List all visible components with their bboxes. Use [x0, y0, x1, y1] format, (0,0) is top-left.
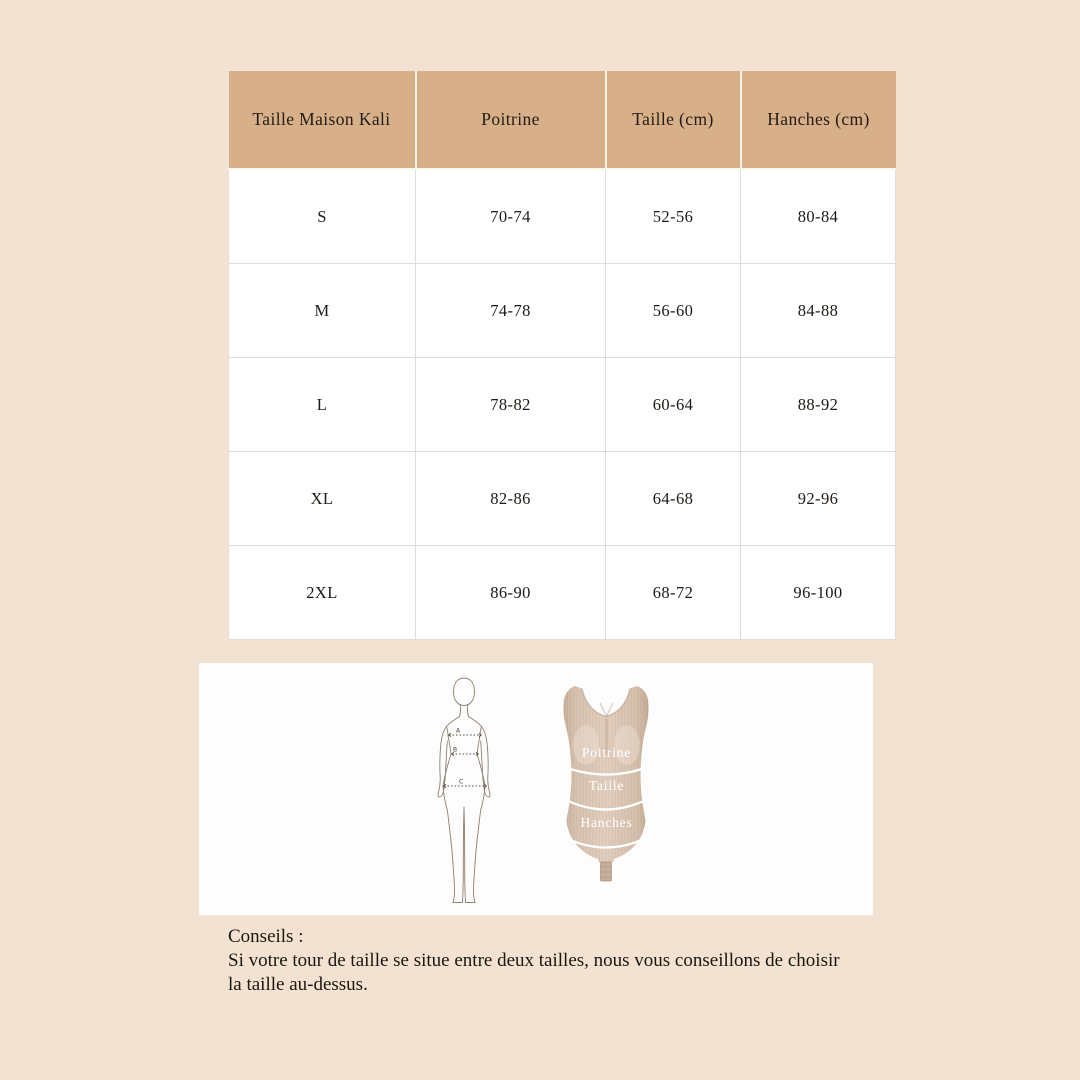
measurement-diagram-panel: [199, 663, 873, 915]
size-cell: 2XL: [229, 546, 416, 640]
column-header-poitrine: Poitrine: [416, 71, 606, 169]
hip-line-label: C: [459, 778, 464, 786]
bodysuit-taille-label: Taille: [588, 778, 625, 793]
poitrine-cell: 70-74: [416, 169, 606, 264]
waist-line-label: B: [453, 746, 458, 754]
table-row: [229, 452, 896, 546]
table-row: [229, 169, 896, 264]
size-cell: L: [229, 358, 416, 452]
poitrine-cell: 82-86: [416, 452, 606, 546]
taille-cell: 52-56: [606, 169, 741, 264]
bust-line-label: A: [456, 727, 461, 735]
bodysuit-hanches-label: Hanches: [580, 815, 633, 830]
advice-title: Conseils :: [228, 926, 304, 947]
poitrine-cell: 86-90: [416, 546, 606, 640]
hanches-cell: 84-88: [741, 264, 896, 358]
measurement-lines: [444, 733, 487, 788]
table-row: [229, 546, 896, 640]
column-header-size: Taille Maison Kali: [229, 71, 416, 169]
snap-closure: [601, 862, 612, 881]
size-cell: M: [229, 264, 416, 358]
taille-cell: 56-60: [606, 264, 741, 358]
bodysuit-poitrine-label: Poitrine: [581, 745, 632, 760]
advice-text: [228, 925, 908, 997]
hanches-cell: 88-92: [741, 358, 896, 452]
table-row: [229, 264, 896, 358]
taille-cell: 68-72: [606, 546, 741, 640]
table-row: [229, 358, 896, 452]
figure-outline: [438, 678, 490, 903]
hanches-cell: 92-96: [741, 452, 896, 546]
poitrine-cell: 74-78: [416, 264, 606, 358]
taille-cell: 60-64: [606, 358, 741, 452]
table-header-row: [229, 71, 896, 169]
size-cell: S: [229, 169, 416, 264]
column-header-hanches: Hanches (cm): [741, 71, 896, 169]
advice-line: la taille au-dessus.: [228, 974, 368, 995]
column-header-taille: Taille (cm): [606, 71, 741, 169]
advice-line: Si votre tour de taille se situe entre deux tailles, nous vous conseillons de choisir: [228, 950, 840, 971]
body-measurement-figure-icon: [420, 671, 512, 909]
hanches-cell: 80-84: [741, 169, 896, 264]
hanches-cell: 96-100: [741, 546, 896, 640]
size-chart-table: [228, 71, 896, 640]
bodysuit-image: [551, 683, 662, 884]
poitrine-cell: 78-82: [416, 358, 606, 452]
size-cell: XL: [229, 452, 416, 546]
taille-cell: 64-68: [606, 452, 741, 546]
